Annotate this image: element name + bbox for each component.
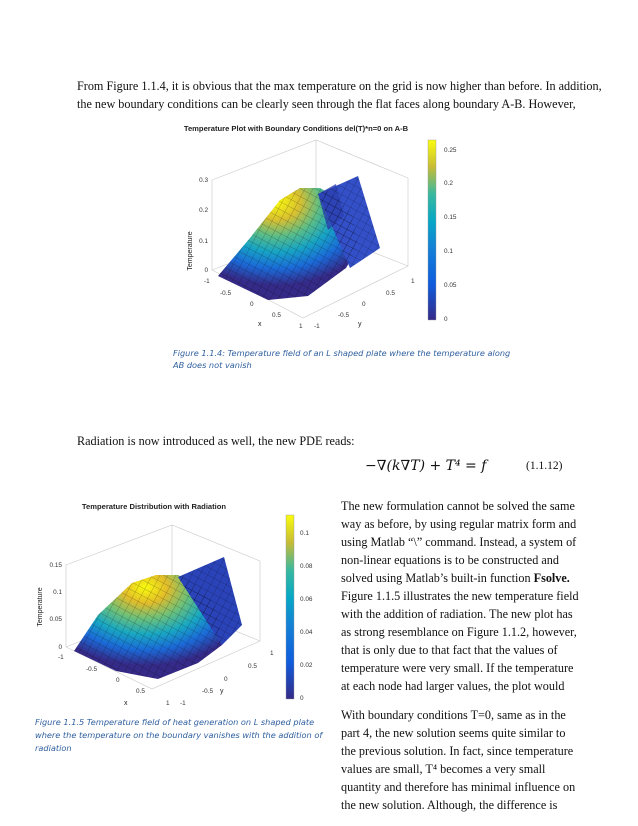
figure-2-cbar-tick: 0 — [300, 695, 304, 702]
right-col-p1-rest-2: with the addition of radiation. The new plot has — [341, 607, 573, 621]
equation-number: (1.1.12) — [526, 460, 563, 472]
figure-2-cbar-tick: 0.08 — [300, 563, 313, 570]
figure-2-ytick: 1 — [270, 650, 274, 657]
right-col-p2-line-3: the previous solution. In fact, since temperature — [341, 744, 574, 758]
figure-2-xtick: -1 — [58, 654, 64, 661]
figure-1-cbar-tick: 0.05 — [444, 282, 457, 289]
figure-2-ytick: -1 — [180, 700, 186, 707]
right-col-p2-line-2: part 4, the new solution seems quite similar to — [341, 726, 566, 740]
radiation-intro: Radiation is now introduced as well, the new PDE reads: — [77, 434, 355, 448]
figure-1-caption-line-2: AB does not vanish — [173, 360, 252, 370]
right-col-p1-line-5 — [341, 569, 570, 587]
right-col-p1-rest-5: temperature were very small. If the temperature — [341, 661, 574, 675]
figure-2-zlabel: Temperature — [37, 587, 44, 627]
right-col-p2-line-4: values are small, T⁴ becomes a very small — [341, 762, 546, 776]
figure-2-caption-line-2: where the temperature on the boundary vanishes with the addition of — [35, 730, 323, 740]
figure-2-ytick: -0.5 — [202, 688, 214, 695]
figure-1-xtick: 0 — [250, 301, 254, 308]
figure-1-ytick: -1 — [314, 323, 320, 330]
figure-1-xtick: -1 — [204, 278, 210, 285]
figure-2-caption-line-1: Figure 1.1.5 Temperature field of heat generation on L shaped plate — [35, 717, 315, 727]
figure-1-xlabel: x — [258, 321, 262, 328]
figure-1-surface — [218, 176, 380, 300]
figure-1-cbar-tick: 0.25 — [444, 147, 457, 154]
right-col-p1-rest-4: that is only due to that fact that the values of — [341, 643, 558, 657]
figure-2-ylabel: y — [220, 688, 224, 695]
figure-1-caption-line-1: Figure 1.1.4: Temperature field of an L shaped plate where the temperature along — [173, 348, 511, 358]
figure-1-cbar-tick: 0 — [444, 316, 448, 323]
right-col-p1-rest-3: as strong resemblance on Figure 1.1.2, however, — [341, 625, 577, 639]
figure-1-ztick: 0.1 — [199, 238, 208, 245]
figure-2-ztick: 0 — [58, 644, 62, 651]
figure-2-title: Temperature Distribution with Radiation — [81, 502, 227, 511]
figure-1-ytick: 0.5 — [386, 290, 395, 297]
figure-1-cbar-tick: 0.2 — [444, 180, 453, 187]
right-col-p2-line-5: quantity and therefore has minimal influence on — [341, 780, 576, 794]
figure-2-xtick: 0 — [116, 677, 120, 684]
figure-2-xtick: 1 — [166, 700, 170, 707]
figure-2-plot — [28, 495, 316, 709]
figure-1-ytick: 0 — [362, 301, 366, 308]
figure-2-cbar-tick: 0.02 — [300, 662, 313, 669]
figure-1-plot — [168, 118, 468, 340]
figure-2-colorbar — [286, 515, 294, 699]
figure-1-ylabel: y — [358, 321, 362, 328]
figure-1-ytick: 1 — [411, 278, 415, 285]
intro-line-2: the new boundary conditions can be clearly seen through the flat faces along boundary A-B. However, — [77, 97, 576, 111]
figure-2-cbar-tick: 0.04 — [300, 629, 313, 636]
figure-1-zlabel: Temperature — [187, 231, 194, 271]
figure-2-cbar-tick: 0.06 — [300, 596, 313, 603]
right-col-p2-line-6: the new solution. Although, the difference is — [341, 798, 558, 812]
right-col-p1-line-1: The new formulation cannot be solved the same — [341, 499, 575, 513]
right-col-p1-line-4: non-linear equations is to be constructed and — [341, 553, 559, 567]
figure-2-caption-line-3: radiation — [35, 743, 72, 753]
right-col-p1-line-3: using Matlab “\” command. Instead, a system of — [341, 535, 577, 549]
figure-1-cbar-tick: 0.15 — [444, 214, 457, 221]
intro-line-1: From Figure 1.1.4, it is obvious that the max temperature on the grid is now higher than before. In addition, — [77, 79, 602, 93]
figure-2-cbar-tick: 0.1 — [300, 530, 309, 537]
figure-1-cbar-tick: 0.1 — [444, 248, 453, 255]
right-col-p1-line-5-text: solved using Matlab’s built-in function — [341, 571, 534, 585]
figure-1-ztick: 0.2 — [199, 207, 208, 214]
figure-2-ztick: 0.1 — [53, 589, 62, 596]
figure-1-title: Temperature Plot with Boundary Conditions del(T)*n=0 on A-B — [183, 124, 409, 133]
figure-1-ytick: -0.5 — [338, 312, 350, 319]
figure-1-ztick: 0 — [204, 267, 208, 274]
right-col-p1-rest-6: at each node had larger values, the plot would — [341, 679, 565, 693]
figure-1-xtick: 1 — [299, 323, 303, 330]
figure-2-xlabel: x — [124, 700, 128, 707]
pde-equation: −∇(k∇T) + T⁴ = f — [365, 458, 487, 474]
right-col-p2-line-1: With boundary conditions T=0, same as in the — [341, 708, 566, 722]
figure-2-xtick: -0.5 — [86, 666, 98, 673]
figure-2-ytick: 0.5 — [248, 663, 257, 670]
right-col-p1-line-2: way as before, by using regular matrix form and — [341, 517, 577, 531]
figure-2-surface — [74, 557, 242, 679]
right-col-p1-rest-1: Figure 1.1.5 illustrates the new temperature field — [341, 589, 579, 603]
fsolve-term: Fsolve. — [533, 571, 570, 585]
figure-2-xtick: 0.5 — [136, 688, 145, 695]
figure-1-xtick: -0.5 — [220, 290, 232, 297]
figure-2-ztick: 0.05 — [49, 616, 62, 623]
figure-2-ytick: 0 — [224, 676, 228, 683]
figure-1-ztick: 0.3 — [199, 177, 208, 184]
figure-1-colorbar — [428, 140, 436, 320]
figure-1-xtick: 0.5 — [272, 312, 281, 319]
figure-2-ztick: 0.15 — [49, 562, 62, 569]
